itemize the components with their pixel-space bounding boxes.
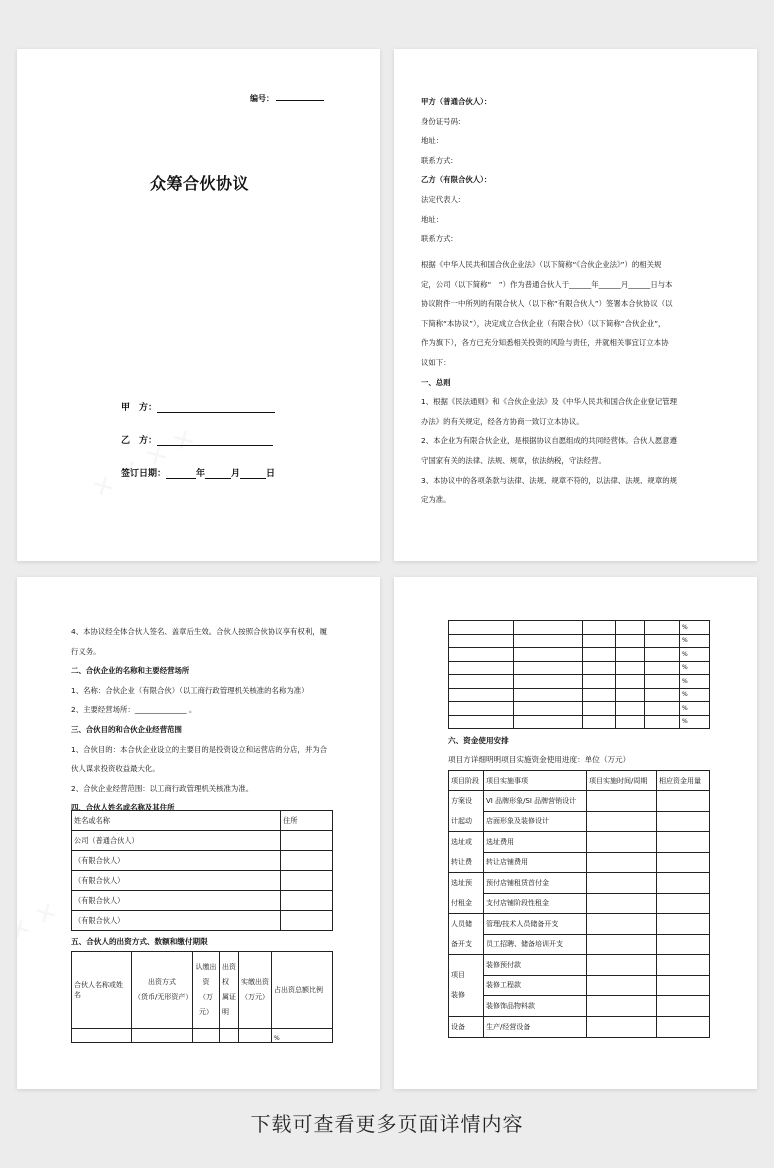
partner-address-table bbox=[71, 810, 333, 931]
item-cell: VI 品牌形象/SI 品牌营销设计 bbox=[484, 791, 587, 812]
table-cell bbox=[616, 648, 645, 662]
year-label: 年 bbox=[196, 469, 206, 479]
party-a-line bbox=[121, 400, 275, 413]
item-cell: 店面形象及装修设计 bbox=[484, 811, 587, 832]
agreement-page-4 bbox=[394, 577, 757, 1089]
period-cell bbox=[587, 832, 657, 853]
table-cell bbox=[449, 702, 514, 716]
amount-cell bbox=[657, 1016, 710, 1037]
text-line: 伙人谋求投资收益最大化。 bbox=[71, 764, 160, 774]
period-cell bbox=[587, 934, 657, 955]
table-header: 项目阶段 bbox=[449, 771, 484, 791]
table-cell bbox=[645, 661, 680, 675]
table-row bbox=[449, 934, 710, 955]
table-row bbox=[449, 832, 710, 853]
table-row bbox=[72, 831, 333, 851]
percent-cell: % bbox=[680, 688, 710, 702]
table-row bbox=[449, 661, 710, 675]
text-line: 甲方（普通合伙人）： bbox=[421, 97, 492, 106]
amount-cell bbox=[657, 791, 710, 812]
document-number bbox=[250, 93, 324, 104]
day-blank bbox=[240, 468, 266, 479]
text-line: 3、本协议中的各项条款与法律、法规、规章不符的，以法律、法规、规章的规 bbox=[421, 475, 677, 485]
text-line: 下简称“本协议”），决定成立合伙企业（有限合伙）（以下简称“合伙企业”， bbox=[421, 318, 666, 328]
watermark bbox=[17, 896, 64, 948]
period-cell bbox=[587, 791, 657, 812]
period-cell bbox=[587, 873, 657, 894]
table-cell bbox=[220, 1029, 239, 1043]
percent-cell: % bbox=[272, 1029, 333, 1043]
text-line: 2、合伙企业经营范围：以工商行政管理机关核准为准。 bbox=[71, 783, 254, 793]
amount-cell bbox=[657, 975, 710, 996]
h4-line: 明 bbox=[222, 1008, 229, 1016]
item-cell: 装修预付款 bbox=[484, 955, 587, 976]
table-row bbox=[449, 893, 710, 914]
stage-cell bbox=[449, 1016, 484, 1037]
period-cell bbox=[587, 811, 657, 832]
stage-cell bbox=[449, 832, 484, 873]
stage-cell bbox=[449, 791, 484, 832]
text-line: 法定代表人: bbox=[421, 194, 461, 204]
item-cell: 选址费用 bbox=[484, 832, 587, 853]
table-cell bbox=[449, 688, 514, 702]
table-cell bbox=[514, 702, 583, 716]
table-row bbox=[449, 914, 710, 935]
table-row bbox=[449, 791, 710, 812]
table-cell bbox=[449, 621, 514, 635]
percent-cell: % bbox=[680, 702, 710, 716]
continued-table bbox=[448, 620, 710, 729]
text-line: 地址： bbox=[421, 214, 444, 224]
amount-cell bbox=[657, 955, 710, 976]
stage-line: 计起动 bbox=[451, 817, 472, 825]
table-cell bbox=[645, 702, 680, 716]
table-cell bbox=[193, 1029, 220, 1043]
col-ownership-proof bbox=[220, 952, 239, 1029]
item-cell: 预付店铺租赁首付金 bbox=[484, 873, 587, 894]
download-caption: 下载可查看更多页面详情内容 bbox=[250, 1112, 524, 1136]
h3-line: （万 bbox=[199, 993, 213, 1001]
table-row bbox=[72, 891, 333, 911]
text-line: 二、合伙企业的名称和主要经营场所 bbox=[71, 666, 190, 676]
period-cell bbox=[587, 975, 657, 996]
text-line: 守国家有关的法律、法规、规章，依法纳税，守法经营。 bbox=[421, 455, 606, 465]
address-cell bbox=[281, 911, 333, 931]
table-header: 项目实施事项 bbox=[484, 771, 587, 791]
col-paid-amount bbox=[239, 952, 272, 1029]
item-cell: 生产/经营设备 bbox=[484, 1016, 587, 1037]
party-b-label: 乙 方： bbox=[121, 436, 158, 446]
table-cell bbox=[449, 648, 514, 662]
percent-cell: % bbox=[680, 675, 710, 689]
table-cell bbox=[583, 715, 616, 729]
table-cell bbox=[616, 715, 645, 729]
table-row bbox=[449, 811, 710, 832]
period-cell bbox=[587, 914, 657, 935]
partner-name-cell: （有限合伙人） bbox=[72, 911, 281, 931]
text-line: 定为准。 bbox=[421, 495, 451, 505]
party-a-label: 甲 方： bbox=[121, 403, 158, 413]
table-cell bbox=[132, 1029, 193, 1043]
col-partner-name: 合伙人名称或姓名 bbox=[72, 952, 132, 1029]
h5-line: 实缴出资 bbox=[241, 978, 269, 986]
table-header: 相应资金用量 bbox=[657, 771, 710, 791]
amount-cell bbox=[657, 852, 710, 873]
table-cell bbox=[583, 648, 616, 662]
h3-line: 资 bbox=[202, 978, 210, 986]
text-line: 定，公司（以下简称“ ”）作为普通合伙人于______年______月______日与本 bbox=[421, 279, 673, 289]
stage-line: 人员储 bbox=[451, 920, 472, 928]
clauses-block bbox=[71, 622, 327, 818]
table-cell bbox=[449, 675, 514, 689]
table-cell bbox=[514, 715, 583, 729]
text-line: 身份证号码: bbox=[421, 116, 461, 126]
table-row bbox=[449, 702, 710, 716]
table-cell bbox=[514, 648, 583, 662]
period-cell bbox=[587, 996, 657, 1017]
month-blank bbox=[205, 468, 231, 479]
table-cell bbox=[583, 675, 616, 689]
table-cell bbox=[514, 675, 583, 689]
amount-cell bbox=[657, 873, 710, 894]
section-5-heading: 五、合伙人的出资方式、数额和缴付期限 bbox=[71, 937, 208, 946]
stage-line: 方案设 bbox=[451, 797, 472, 805]
amount-cell bbox=[657, 893, 710, 914]
amount-cell bbox=[657, 811, 710, 832]
table-cell bbox=[645, 715, 680, 729]
table-cell bbox=[583, 688, 616, 702]
stage-line: 设备 bbox=[451, 1022, 465, 1031]
table-cell bbox=[583, 634, 616, 648]
item-cell: 支付店铺阶段性租金 bbox=[484, 893, 587, 914]
text-line: 2、主要经营场所：______________ 。 bbox=[71, 705, 197, 715]
text-line: 1、根据《民法通则》和《合伙企业法》及《中华人民共和国合伙企业登记管理 bbox=[421, 397, 677, 407]
document-number-label: 编号： bbox=[250, 94, 274, 103]
text-line: 联系方式: bbox=[421, 234, 454, 244]
table-row bbox=[449, 675, 710, 689]
text-line: 作为旗下），各方已充分知悉相关投资的风险与责任，并就相关事宜订立本协 bbox=[421, 338, 669, 348]
table-cell bbox=[583, 661, 616, 675]
stage-line: 备开支 bbox=[451, 940, 472, 948]
table-cell bbox=[616, 688, 645, 702]
address-cell bbox=[281, 891, 333, 911]
table-row bbox=[449, 873, 710, 894]
amount-cell bbox=[657, 996, 710, 1017]
table-cell bbox=[449, 661, 514, 675]
day-label: 日 bbox=[266, 469, 276, 479]
partner-name-cell: 公司（普通合伙人） bbox=[72, 831, 281, 851]
table-row bbox=[449, 634, 710, 648]
stage-cell bbox=[449, 914, 484, 955]
col-contribution-method bbox=[132, 952, 193, 1029]
table-cell bbox=[72, 1029, 132, 1043]
text-line: 4、本协议经全体合伙人签名、盖章后生效。合伙人按照合伙协议享有权利，履 bbox=[71, 627, 327, 636]
sign-date-line bbox=[121, 466, 275, 479]
table-cell bbox=[616, 634, 645, 648]
h3-line: 元） bbox=[199, 1008, 213, 1016]
table-cell bbox=[514, 621, 583, 635]
stage-line: 付租金 bbox=[451, 899, 472, 907]
text-line: 1、名称：合伙企业（有限合伙）（以工商行政管理机关核准的名称为准） bbox=[71, 685, 309, 695]
text-line: 根据《中华人民共和国合伙企业法》（以下简称“《合伙企业法》”）的相关规 bbox=[421, 260, 662, 269]
h3-line: 认缴出 bbox=[195, 963, 217, 971]
table-row bbox=[449, 1016, 710, 1037]
stage-line: 项目 bbox=[451, 971, 465, 980]
table-row bbox=[449, 955, 710, 976]
text-line: 一、总则 bbox=[421, 377, 451, 387]
fund-usage-intro: 项目方详细明明项目实施资金使用进度：单位（万元） bbox=[448, 755, 631, 764]
table-row bbox=[449, 975, 710, 996]
amount-cell bbox=[657, 914, 710, 935]
stage-cell bbox=[449, 955, 484, 1017]
table-row bbox=[449, 648, 710, 662]
table-cell bbox=[645, 634, 680, 648]
section-6-heading: 六、资金使用安排 bbox=[448, 736, 509, 745]
table-cell bbox=[583, 702, 616, 716]
stage-line: 选址预 bbox=[451, 879, 472, 887]
table-cell bbox=[645, 688, 680, 702]
item-cell: 转让店铺费用 bbox=[484, 852, 587, 873]
percent-cell: % bbox=[680, 621, 710, 635]
address-cell bbox=[281, 871, 333, 891]
party-a-blank bbox=[157, 402, 275, 413]
text-line: 议如下： bbox=[421, 357, 451, 367]
text-line: 乙方（有限合伙人）： bbox=[421, 175, 492, 185]
table-cell bbox=[583, 621, 616, 635]
table-row bbox=[449, 715, 710, 729]
table-cell bbox=[616, 702, 645, 716]
table-cell bbox=[645, 621, 680, 635]
period-cell bbox=[587, 955, 657, 976]
amount-cell bbox=[657, 832, 710, 853]
item-cell: 管理/技术人员储备开支 bbox=[484, 914, 587, 935]
capital-contribution-table bbox=[71, 951, 333, 1043]
party-info-block bbox=[421, 92, 491, 249]
table-cell bbox=[645, 648, 680, 662]
h4-line: 权 bbox=[222, 978, 229, 986]
table-header: 住所 bbox=[281, 811, 333, 831]
col-contribution-method-line2: （货币/无形资产） bbox=[134, 993, 193, 1001]
party-b-blank bbox=[157, 435, 273, 446]
stage-cell bbox=[449, 873, 484, 914]
party-b-line bbox=[121, 433, 273, 446]
partner-name-cell: （有限合伙人） bbox=[72, 891, 281, 911]
item-cell: 装修工程款 bbox=[484, 975, 587, 996]
agreement-page-2 bbox=[394, 49, 757, 561]
stage-line: 装修 bbox=[451, 991, 465, 1000]
col-contribution-ratio: 占出资总额比例 bbox=[272, 952, 333, 1029]
stage-line: 选址或 bbox=[451, 838, 472, 846]
text-line: 2、本企业为有限合伙企业，是根据协议自愿组成的共同经营体。合伙人愿意遵 bbox=[421, 436, 677, 446]
table-cell bbox=[645, 675, 680, 689]
text-line: 协议附件一中所列的有限合伙人（以下称“有限合伙人”）签署本合伙协议（以 bbox=[421, 299, 673, 309]
preamble-block bbox=[421, 255, 677, 510]
h5-line: （万元） bbox=[241, 993, 269, 1001]
item-cell: 装修饰品物料款 bbox=[484, 996, 587, 1017]
table-row bbox=[72, 871, 333, 891]
period-cell bbox=[587, 1016, 657, 1037]
year-blank bbox=[166, 468, 196, 479]
table-header: 姓名或名称 bbox=[72, 811, 281, 831]
table-row bbox=[449, 688, 710, 702]
h4-line: 出资 bbox=[222, 963, 236, 971]
item-cell: 员工招聘、储备培训开支 bbox=[484, 934, 587, 955]
table-row bbox=[72, 851, 333, 871]
document-number-blank bbox=[276, 100, 324, 101]
address-cell bbox=[281, 831, 333, 851]
amount-cell bbox=[657, 934, 710, 955]
col-contribution-method-line1: 出资方式 bbox=[148, 978, 176, 986]
table-cell bbox=[616, 621, 645, 635]
table-row bbox=[72, 911, 333, 931]
table-cell bbox=[239, 1029, 272, 1043]
table-cell bbox=[514, 634, 583, 648]
percent-cell: % bbox=[680, 634, 710, 648]
table-cell bbox=[616, 675, 645, 689]
table-row bbox=[449, 621, 710, 635]
stage-line: 转让费 bbox=[451, 858, 472, 866]
table-row bbox=[449, 852, 710, 873]
text-line: 四、合伙人姓名或名称及其住所 bbox=[71, 803, 175, 813]
text-line: 行义务。 bbox=[71, 646, 101, 656]
partner-name-cell: （有限合伙人） bbox=[72, 851, 281, 871]
text-line: 三、合伙目的和合伙企业经营范围 bbox=[71, 724, 182, 734]
table-cell bbox=[514, 661, 583, 675]
table-cell bbox=[616, 661, 645, 675]
table-row bbox=[449, 996, 710, 1017]
col-subscribed-amount bbox=[193, 952, 220, 1029]
agreement-page-3 bbox=[17, 577, 380, 1089]
table-cell bbox=[449, 634, 514, 648]
percent-cell: % bbox=[680, 648, 710, 662]
cover-page bbox=[17, 49, 380, 561]
text-line: 地址： bbox=[421, 136, 444, 146]
table-cell bbox=[449, 715, 514, 729]
text-line: 办法》的有关规定，经各方协商一致订立本协议。 bbox=[421, 416, 584, 426]
sign-date-label: 签订日期： bbox=[121, 469, 167, 479]
address-cell bbox=[281, 851, 333, 871]
period-cell bbox=[587, 852, 657, 873]
document-title: 众筹合伙协议 bbox=[150, 174, 250, 193]
fund-usage-table bbox=[448, 770, 710, 1038]
text-line: 联系方式: bbox=[421, 155, 454, 165]
table-header: 项目实施时间/周期 bbox=[587, 771, 657, 791]
partner-name-cell: （有限合伙人） bbox=[72, 871, 281, 891]
percent-cell: % bbox=[680, 661, 710, 675]
month-label: 月 bbox=[231, 469, 241, 479]
text-line: 1、合伙目的：本合伙企业设立的主要目的是投资设立和运营店的分店，并为合 bbox=[71, 744, 327, 754]
percent-cell: % bbox=[680, 715, 710, 729]
table-cell bbox=[514, 688, 583, 702]
period-cell bbox=[587, 893, 657, 914]
h4-line: 属证 bbox=[222, 993, 236, 1001]
